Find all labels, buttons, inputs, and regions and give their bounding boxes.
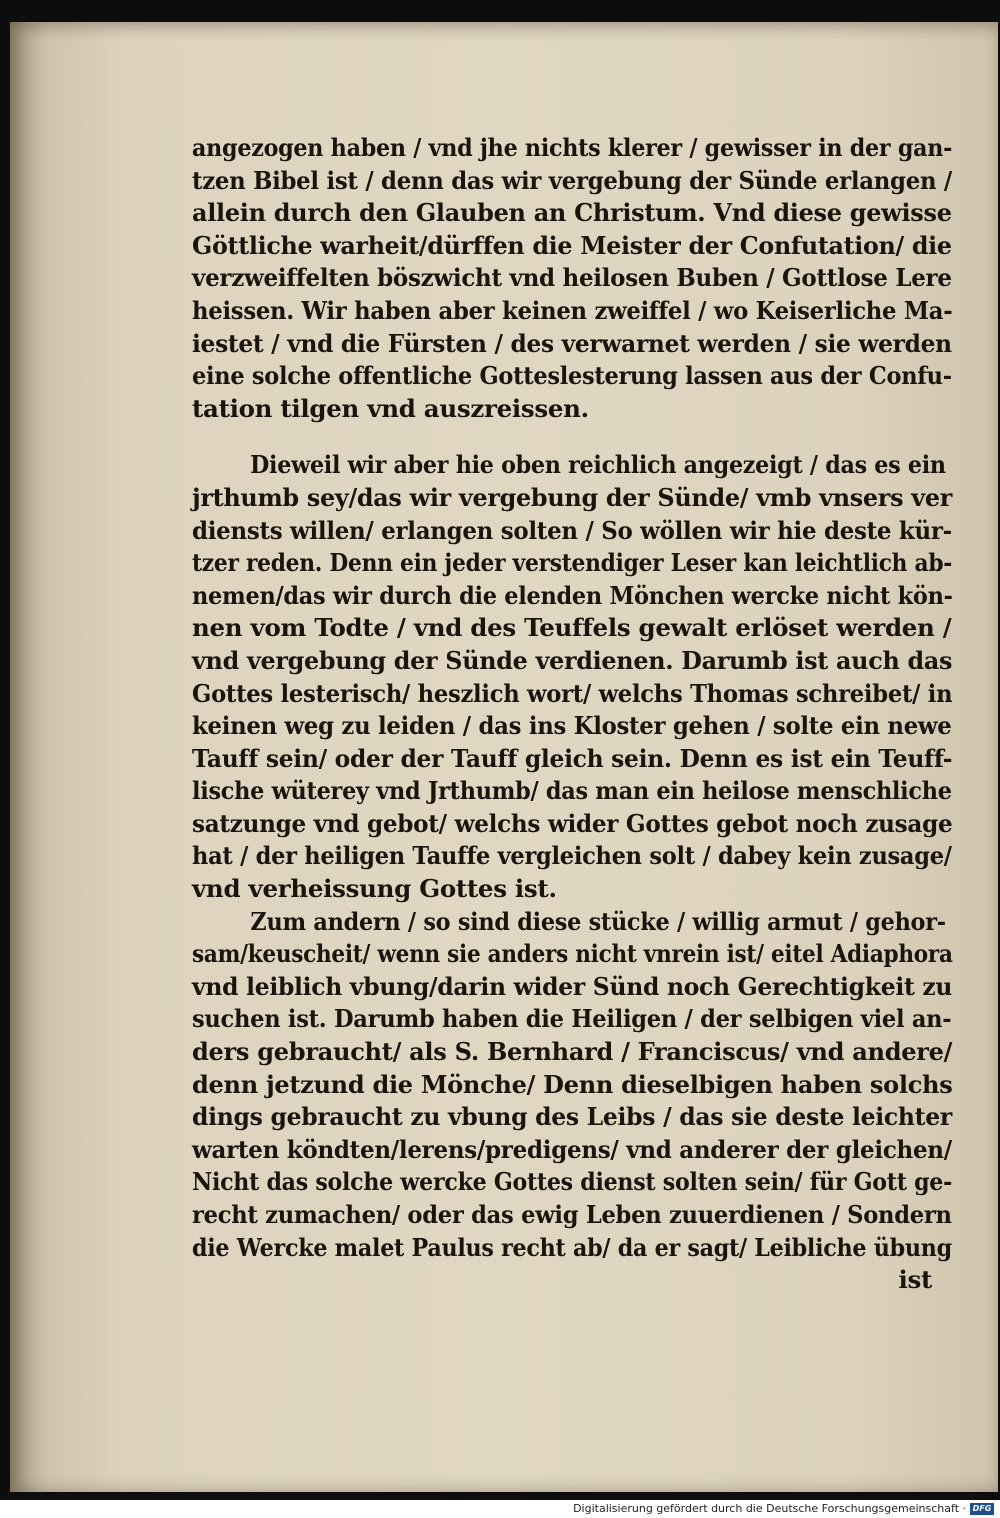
text-line: Göttliche warheit/dürffen die Meister der Confutation/ die (192, 230, 952, 260)
dfg-logo-icon: DFG (970, 1503, 994, 1515)
text-line: jrthumb sey/das wir vergebung der Sünde/ vmb vnsers ver (192, 482, 952, 512)
text-line: satzunge vnd gebot/ welchs wider Gottes gebot noch zusage (192, 808, 953, 838)
text-line: tzen Bibel ist / denn das wir vergebung der Sünde erlangen / (192, 165, 952, 195)
footer-bar (0, 1500, 1000, 1518)
text-line: Tauff sein/ oder der Tauff gleich sein. Denn es ist ein Teuff- (192, 743, 953, 773)
text-line: Nicht das solche wercke Gottes dienst solten sein/ für Gott ge- (192, 1167, 953, 1197)
text-line: sam/keuscheit/ wenn sie anders nicht vnrein ist/ eitel Adiaphora (192, 939, 953, 969)
text-line: angezogen haben / vnd jhe nichts klerer / gewisser in der gan- (192, 133, 953, 162)
text-line: diensts willen/ erlangen solten / So wöllen wir hie deste kür- (192, 515, 952, 545)
text-line: nemen/das wir durch die elenden Mönchen wercke nicht kön- (192, 580, 953, 610)
text-line: eine solche offentliche Gotteslesterung lassen aus der Confu- (192, 361, 952, 391)
text-line: suchen ist. Darumb haben die Heiligen / der selbigen viel an- (192, 1004, 952, 1034)
text-line: recht zumachen/ oder das ewig Leben zuuerdienen / Sondern (192, 1200, 952, 1229)
text-line: tation tilgen vnd auszreissen. (192, 393, 589, 423)
text-line: vnd verheissung Gottes ist. (192, 874, 557, 904)
text-line: verzweiffelten böszwicht vnd heilosen Buben / Gottlose Lere (192, 263, 952, 293)
text-line: heissen. Wir haben aber keinen zweiffel / wo Keiserliche Ma- (192, 295, 953, 325)
text-line: denn jetzund die Mönche/ Denn dieselbigen haben solchs (192, 1069, 953, 1099)
text-line: warten köndten/lerens/predigens/ vnd anderer der gleichen/ (192, 1134, 952, 1164)
text-line: dings gebraucht zu vbung des Leibs / das sie deste leichter (192, 1102, 952, 1132)
text-line: die Wercke malet Paulus recht ab/ da er sagt/ Leibliche übung (192, 1232, 952, 1262)
funding-notice: Digitalisierung gefördert durch die Deutsche Forschungsgemeinschaft · (573, 1502, 966, 1515)
paragraph-gap (192, 425, 952, 449)
text-line: vnd leiblich vbung/darin wider Sünd noch Gerechtigkeit zu (192, 971, 953, 1001)
book-page (10, 22, 998, 1492)
text-line: ders gebraucht/ als S. Bernhard / Franciscus/ vnd andere/ (192, 1037, 953, 1067)
catchword: ist (898, 1265, 932, 1295)
text-line: tzer reden. Denn ein jeder verstendiger Leser kan leichtlich ab- (192, 548, 953, 578)
text-line: nen vom Todte / vnd des Teuffels gewalt erlöset werden / (192, 613, 952, 643)
text-line: hat / der heiligen Tauffe vergleichen solt / dabey kein zusage/ (192, 841, 952, 871)
text-line: lische wüterey vnd Jrthumb/ das man ein heilose menschliche (192, 776, 952, 806)
text-line: Zum andern / so sind diese stücke / willig armut / gehor- (250, 906, 946, 936)
text-line: allein durch den Glauben an Christum. Vnd diese gewisse (192, 198, 952, 228)
text-line: Dieweil wir aber hie oben reichlich angezeigt / das es ein (250, 450, 946, 480)
text-line: Gottes lesterisch/ heszlich wort/ welchs Thomas schreibet/ in (192, 678, 953, 708)
text-line: keinen weg zu leiden / das ins Kloster gehen / solte ein newe (192, 711, 952, 741)
page-text (192, 132, 952, 1296)
text-line: vnd vergebung der Sünde verdienen. Darumb ist auch das (192, 645, 953, 675)
text-line: iestet / vnd die Fürsten / des verwarnet werden / sie werden (192, 328, 952, 358)
